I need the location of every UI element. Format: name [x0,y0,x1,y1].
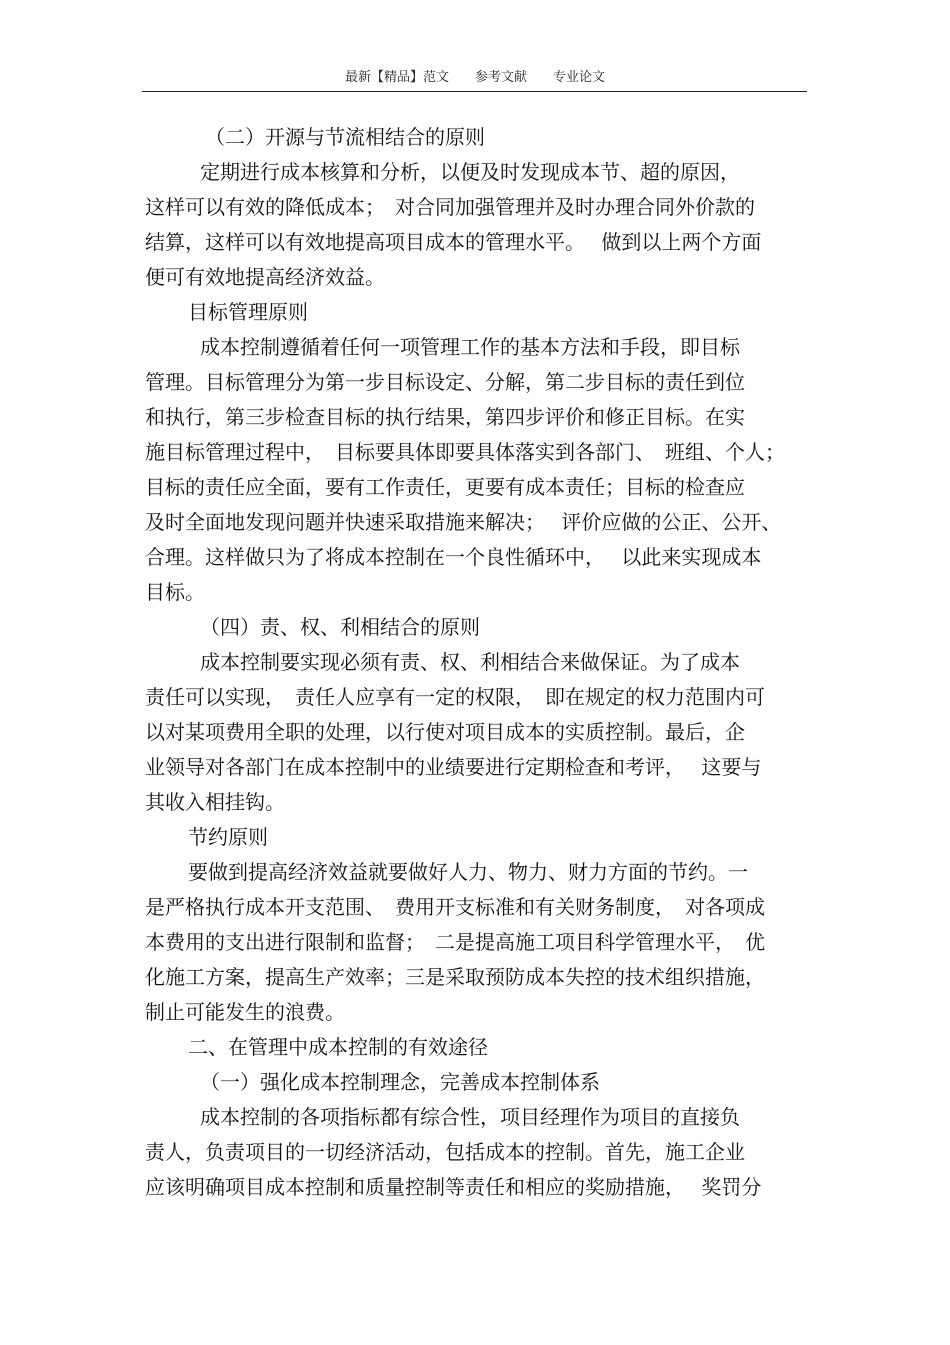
text-line: 及时全面地发现问题并快速采取措施来解决； 评价应做的公正、公开、 [145,510,782,534]
text-line: 成本控制要实现必须有责、权、利相结合来做保证。为了成本 [200,650,740,674]
text-line: 定期进行成本核算和分析，以便及时发现成本节、超的原因， [200,160,740,184]
heading-goal-management-principle: 目标管理原则 [188,300,308,324]
text-line: 其收入相挂钩。 [145,790,285,814]
heading-open-source-principle: （二）开源与节流相结合的原则 [205,125,485,149]
text-line: 制止可能发生的浪费。 [145,1000,345,1024]
heading-saving-principle: 节约原则 [188,825,268,849]
text-line: 化施工方案，提高生产效率；三是采取预防成本失控的技术组织措施， [145,965,765,989]
text-line: 成本控制遵循着任何一项管理工作的基本方法和手段，即目标 [200,335,740,359]
text-line: 要做到提高经济效益就要做好人力、物力、财力方面的节约。一 [188,860,748,884]
text-line: 成本控制的各项指标都有综合性，项目经理作为项目的直接负 [200,1105,740,1129]
text-line: 管理。目标管理分为第一步目标设定、分解，第二步目标的责任到位 [145,370,745,394]
text-line: 便可有效地提高经济效益。 [145,265,385,289]
text-line: 业领导对各部门在成本控制中的业绩要进行定期检查和考评， 这要与 [145,755,762,779]
header-divider [142,91,807,92]
text-line: 合理。这样做只为了将成本控制在一个良性循环中， 以此来实现成本 [145,545,762,569]
text-line: 这样可以有效的降低成本； 对合同加强管理并及时办理合同外价款的 [145,195,755,219]
page-header: 最新【精品】范文 参考文献 专业论文 [344,70,605,85]
text-line: 应该明确项目成本控制和质量控制等责任和相应的奖励措施， 奖罚分 [145,1175,762,1199]
text-line: 本费用的支出进行限制和监督； 二是提高施工项目科学管理水平， 优 [145,930,765,954]
text-line: 责任可以实现， 责任人应享有一定的权限， 即在规定的权力范围内可 [145,685,765,709]
text-line: 和执行，第三步检查目标的执行结果，第四步评价和修正目标。在实 [145,405,745,429]
heading-section-two: 二、在管理中成本控制的有效途径 [188,1035,488,1059]
text-line: 目标的责任应全面，要有工作责任，更要有成本责任；目标的检查应 [145,475,745,499]
text-line: 以对某项费用全职的处理，以行使对项目成本的实质控制。最后，企 [145,720,745,744]
text-line: 结算，这样可以有效地提高项目成本的管理水平。 做到以上两个方面 [145,230,762,254]
text-line: 目标。 [145,580,205,604]
heading-responsibility-principle: （四）责、权、利相结合的原则 [200,615,480,639]
text-line: 是严格执行成本开支范围、 费用开支标准和有关财务制度， 对各项成 [145,895,765,919]
text-line: 施目标管理过程中， 目标要具体即要具体落实到各部门、 班组、个人； [145,440,785,464]
heading-strengthen-cost-control: （一）强化成本控制理念，完善成本控制体系 [200,1070,600,1094]
text-line: 责人，负责项目的一切经济活动，包括成本的控制。首先，施工企业 [145,1140,745,1164]
